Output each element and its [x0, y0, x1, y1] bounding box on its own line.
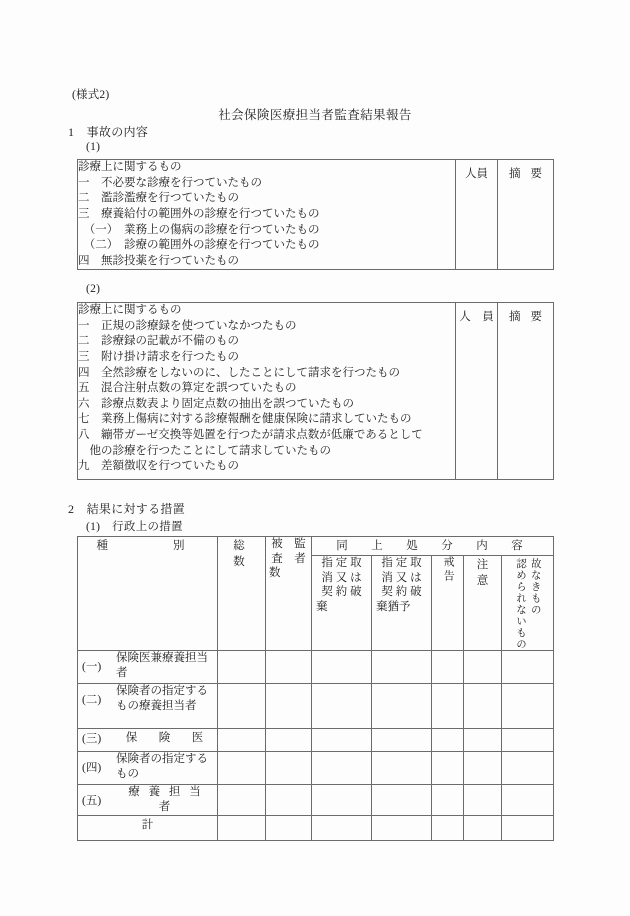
column-header-caution: 注 意: [464, 556, 502, 651]
list-item: 三 附け掛け請求を行つたもの: [78, 350, 239, 363]
row-kind-1: [78, 651, 218, 684]
column-header-kind: 種 別: [78, 537, 218, 651]
cell-warning[interactable]: [432, 785, 464, 816]
incident-table-1-lead: 診療上に関するもの: [78, 161, 182, 173]
column-header-suspension-line-3: 契 約 破: [381, 586, 422, 599]
table-row: [78, 684, 554, 729]
cell-warning[interactable]: [432, 729, 464, 752]
cell-inspected[interactable]: [266, 815, 312, 840]
list-item: （一） 業務上の傷病の診療を行つていたもの: [78, 223, 320, 236]
column-header-not-recognized: [502, 556, 554, 651]
incident-table-1-items-cell: [78, 160, 456, 270]
incident-table-2-lead: 診療上に関するもの: [78, 304, 182, 316]
row-index: (一): [82, 660, 102, 673]
list-item: 四 全然診療をしないのに、したことにして請求を行つたもの: [78, 366, 400, 379]
cell-inspected[interactable]: [266, 752, 312, 785]
cell-cancellation[interactable]: [312, 684, 372, 729]
cell-inspected[interactable]: [266, 729, 312, 752]
cell-warning[interactable]: [432, 752, 464, 785]
cell-suspension[interactable]: [372, 651, 432, 684]
column-header-cancellation: [312, 556, 372, 651]
row-kind-5: [78, 785, 218, 816]
list-item: 一 正規の診療録を使つていなかつたもの: [78, 319, 297, 332]
column-header-remarks-char-2: 要: [530, 168, 542, 180]
cell-cancellation[interactable]: [312, 815, 372, 840]
table-row: [78, 785, 554, 816]
page-title: 社会保険医療担当者監査結果報告: [218, 108, 412, 122]
cell-cancellation[interactable]: [312, 729, 372, 752]
section-1-heading: 1 事故の内容: [68, 125, 149, 139]
table-row: [78, 752, 554, 785]
cell-suspension[interactable]: [372, 785, 432, 816]
cell-warning[interactable]: [432, 651, 464, 684]
row-label: 療 養 担 当 者: [128, 786, 204, 813]
column-header-suspension-line-1: 指 定 取: [381, 557, 422, 569]
table-row: [78, 729, 554, 752]
cell-suspension[interactable]: [372, 684, 432, 729]
column-header-not-recognized-col-left: 認められないもの: [515, 558, 527, 650]
cell-caution[interactable]: [464, 815, 502, 840]
column-header-cancellation-line-3: 契 約 破: [321, 586, 362, 599]
row-total-label: 計: [78, 815, 218, 840]
cell-not-recognized[interactable]: [502, 729, 554, 752]
section-1-sub-1-label: (1): [86, 141, 101, 153]
column-header-suspension: [372, 556, 432, 651]
cell-total[interactable]: [218, 651, 266, 684]
list-item: 他の診療を行つたことにして請求していたもの: [78, 444, 331, 457]
incident-table-2: [77, 302, 554, 480]
row-kind-3: [78, 729, 218, 752]
row-label: 保険者の指定するもの: [116, 753, 208, 780]
cell-cancellation[interactable]: [312, 785, 372, 816]
cell-suspension[interactable]: [372, 752, 432, 785]
cell-inspected[interactable]: [266, 785, 312, 816]
column-header-remarks-char-1: 摘: [509, 311, 521, 323]
section-1-sub-2-label: (2): [86, 283, 101, 295]
row-label: 保険医兼療養担当者: [116, 652, 208, 679]
column-header-warning: [432, 556, 464, 651]
column-header-inspected-line-2: 査 者: [271, 552, 306, 565]
cell-cancellation[interactable]: [312, 651, 372, 684]
column-header-cancellation-line-4: 棄: [316, 601, 328, 614]
row-label: 保険者の指定するもの療養担当者: [116, 685, 208, 712]
cell-inspected[interactable]: [266, 651, 312, 684]
list-item: 八 繃帯ガーゼ交換等処置を行つたが請求点数が低廉であるとして: [78, 429, 423, 441]
column-header-personnel: 人 員: [456, 303, 498, 480]
row-kind-4: [78, 752, 218, 785]
column-header-inspected-line-1: 被 監: [271, 538, 306, 550]
list-item: 二 濫診濫療を行つていたもの: [78, 192, 239, 205]
column-header-inspected-line-3: 数: [269, 567, 281, 580]
column-header-not-recognized-col-right: 故なきもの: [529, 558, 541, 616]
incident-table-1: [77, 159, 554, 270]
column-header-remarks-char-1: 摘: [509, 168, 521, 180]
cell-caution[interactable]: [464, 729, 502, 752]
column-header-cancellation-line-2: 消 又 は: [321, 571, 362, 584]
list-item: 七 業務上傷病に対する診療報酬を健康保険に請求していたもの: [78, 413, 412, 426]
table-row: [78, 651, 554, 684]
column-header-suspension-line-2: 消 又 は: [381, 571, 422, 584]
column-header-warning-text: 戒告: [442, 556, 455, 584]
table-header-row-1: [78, 537, 554, 556]
column-header-suspension-line-4: 棄猶予: [376, 601, 411, 614]
table-row-total: [78, 815, 554, 840]
row-index: (五): [82, 794, 102, 807]
list-item: 二 診療録の記載が不備のもの: [78, 335, 239, 348]
cell-caution[interactable]: [464, 651, 502, 684]
cell-not-recognized[interactable]: [502, 752, 554, 785]
column-header-remarks-char-2: 要: [530, 311, 542, 323]
cell-warning[interactable]: [432, 684, 464, 729]
row-index: (四): [82, 761, 102, 774]
administrative-measures-table: [77, 536, 554, 841]
column-group-header-disposition: 同 上 処 分 内 容: [312, 537, 554, 556]
section-2-sub-1-label: (1) 行政上の措置: [86, 521, 183, 533]
list-item: 三 療養給付の範囲外の診療を行つていたもの: [78, 207, 320, 220]
column-header-inspected: [266, 537, 312, 651]
column-header-total: 総 数: [218, 537, 266, 651]
cell-total[interactable]: [218, 785, 266, 816]
cell-inspected[interactable]: [266, 684, 312, 729]
cell-not-recognized[interactable]: [502, 815, 554, 840]
list-item: 五 混合注射点数の算定を誤つていたもの: [78, 382, 297, 395]
list-item: 九 差額徴収を行つていたもの: [78, 460, 239, 473]
cell-caution[interactable]: [464, 785, 502, 816]
list-item: 一 不必要な診療を行つていたもの: [78, 176, 262, 189]
form-code: (様式2): [72, 89, 110, 101]
cell-total[interactable]: [218, 729, 266, 752]
list-item: 六 診療点数表より固定点数の抽出を誤つていたもの: [78, 397, 354, 410]
cell-total[interactable]: [218, 815, 266, 840]
section-2-heading: 2 結果に対する措置: [68, 502, 186, 516]
column-header-remarks: [498, 160, 554, 270]
cell-cancellation[interactable]: [312, 752, 372, 785]
incident-table-2-items-cell: [78, 303, 456, 480]
row-index: (二): [82, 693, 102, 706]
cell-not-recognized[interactable]: [502, 684, 554, 729]
row-kind-2: [78, 684, 218, 729]
list-item: 四 無診投薬を行つていたもの: [78, 254, 239, 267]
cell-total[interactable]: [218, 684, 266, 729]
cell-suspension[interactable]: [372, 815, 432, 840]
row-index: (三): [82, 733, 102, 745]
cell-not-recognized[interactable]: [502, 651, 554, 684]
cell-not-recognized[interactable]: [502, 785, 554, 816]
cell-caution[interactable]: [464, 752, 502, 785]
cell-suspension[interactable]: [372, 729, 432, 752]
column-header-remarks: [498, 303, 554, 480]
column-header-cancellation-line-1: 指 定 取: [321, 557, 362, 569]
cell-total[interactable]: [218, 752, 266, 785]
cell-caution[interactable]: [464, 684, 502, 729]
column-header-personnel: 人員: [456, 160, 498, 270]
list-item: （二） 診療の範囲外の診療を行つていたもの: [78, 239, 320, 252]
cell-warning[interactable]: [432, 815, 464, 840]
row-label: 保 険 医: [125, 731, 209, 744]
